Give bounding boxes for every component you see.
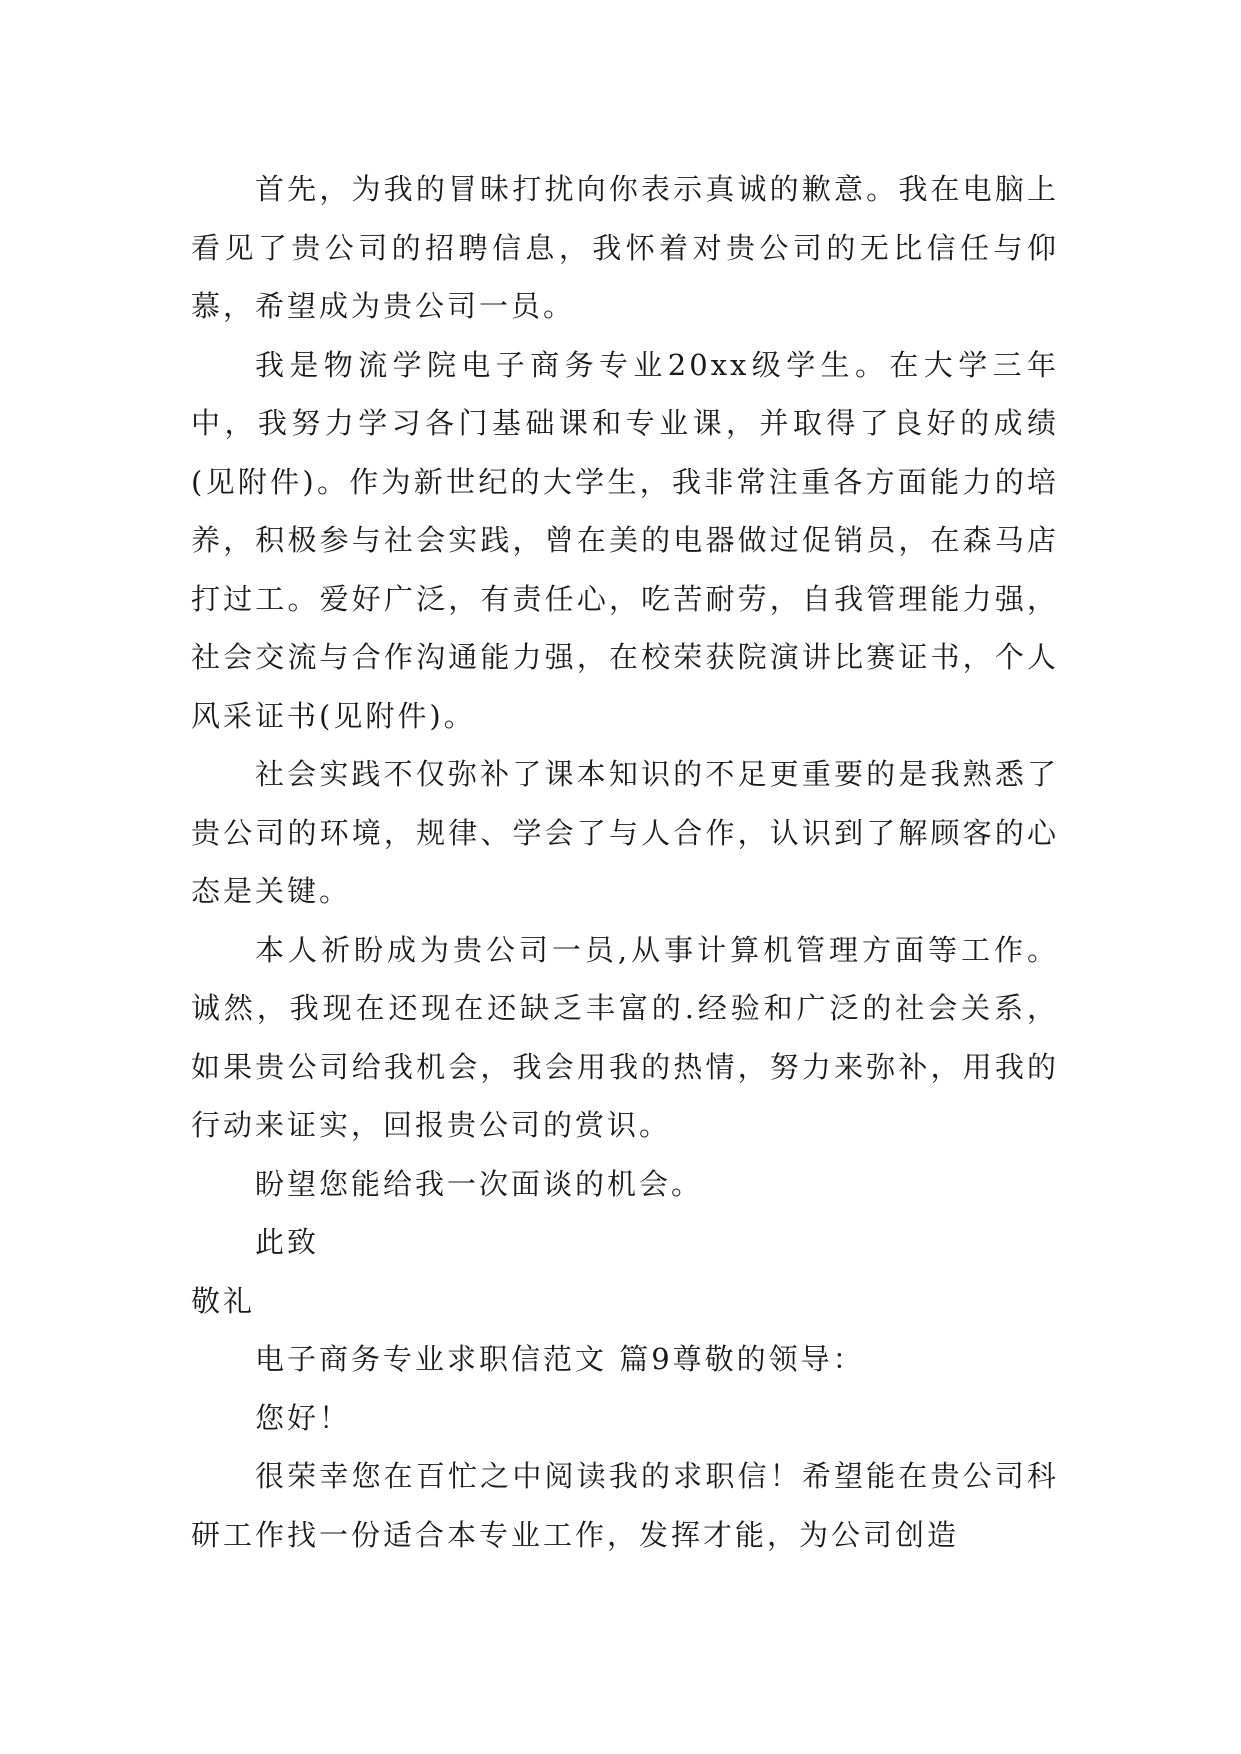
closing-salutation: 此致 bbox=[255, 1225, 320, 1259]
paragraph-intro-apology: 首先，为我的冒昧打扰向你表示真诚的歉意。我在电脑上看见了贵公司的招聘信息，我怀着对贵公司的无比信任与仰慕，希望成为贵公司一员。 bbox=[191, 172, 1059, 323]
letter-body bbox=[191, 160, 1059, 1564]
section-heading-letter-9: 电子商务专业求职信范文 篇9尊敬的领导： bbox=[255, 1342, 865, 1376]
greeting: 您好！ bbox=[255, 1400, 352, 1435]
paragraph-interview-hope: 盼望您能给我一次面谈的机会。 bbox=[255, 1166, 704, 1201]
paragraph-job-request: 本人祈盼成为贵公司一员,从事计算机管理方面等工作。诚然，我现在还现在还缺乏丰富的.经验和广泛的社会关系，如果贵公司给我机会，我会用我的热情，努力来弥补，用我的行动来证实，回报贵公司的赏识。 bbox=[191, 932, 1059, 1142]
paragraph-education-background: 我是物流学院电子商务专业20xx级学生。在大学三年中，我努力学习各门基础课和专业课，并取得了良好的成绩(见附件)。作为新世纪的大学生，我非常注重各方面能力的培养，积极参与社会实践，曾在美的电器做过促销员，在森马店打过工。爱好广泛，有责任心，吃苦耐劳，自我管理能力强，社会交流与合作沟通能力强，在校荣获院演讲比赛证书，个人风采证书(见附件)。 bbox=[191, 347, 1059, 733]
paragraph-social-practice: 社会实践不仅弥补了课本知识的不足更重要的是我熟悉了贵公司的环境，规律、学会了与人合作，认识到了解顾客的心态是关键。 bbox=[191, 757, 1059, 908]
paragraph-opening-thanks: 很荣幸您在百忙之中阅读我的求职信！希望能在贵公司科研工作找一份适合本专业工作，发挥才能，为公司创造 bbox=[191, 1459, 1059, 1552]
closing-regards: 敬礼 bbox=[191, 1283, 256, 1318]
